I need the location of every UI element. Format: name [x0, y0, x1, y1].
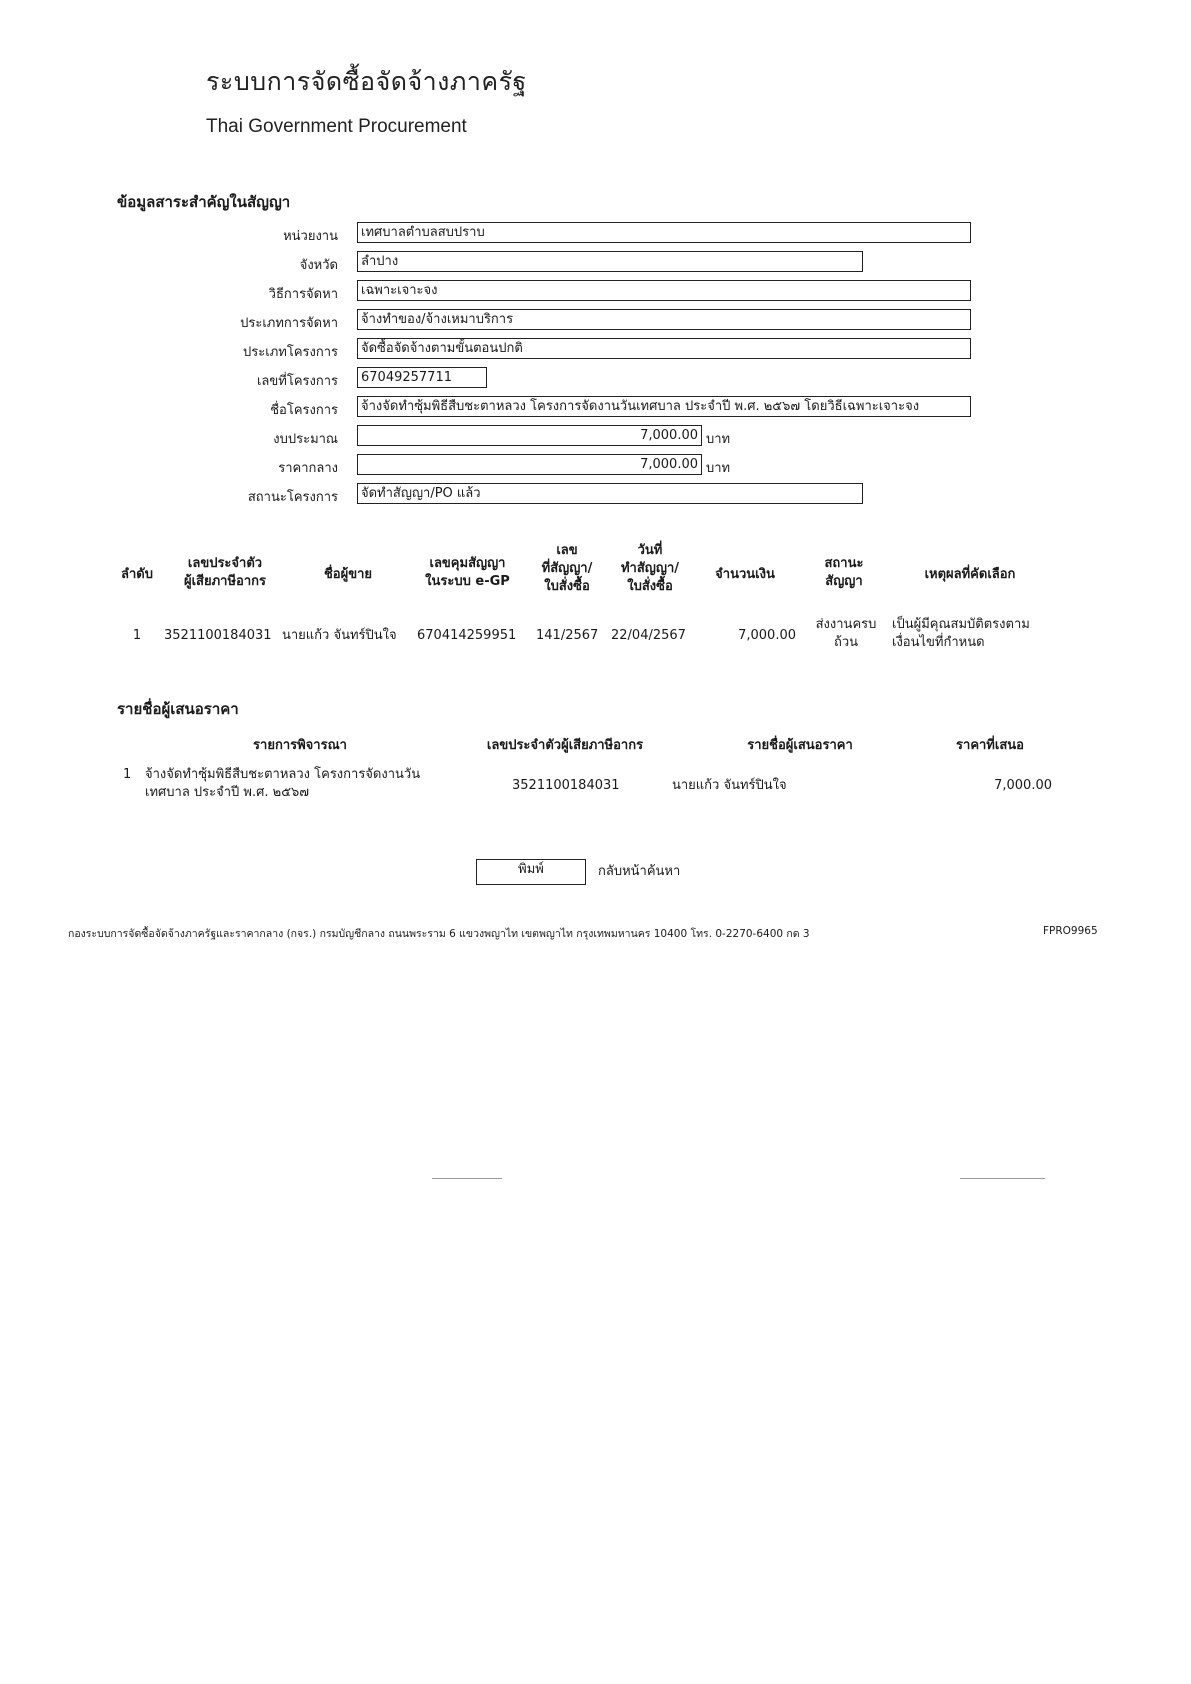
field-label-project-type: ประเภทโครงการ	[243, 345, 338, 360]
col-header-control-no: เลขคุมสัญญา ในระบบ e-GP	[425, 556, 510, 589]
field-value-procurement-method: เฉพาะเจาะจง	[357, 280, 971, 301]
bidders-col-tax-id: เลขประจำตัวผู้เสียภาษีอากร	[486, 738, 644, 753]
col-header-order: ลำดับ	[121, 567, 153, 582]
system-title-thai: ระบบการจัดซื้อจัดจ้างภาครัฐ	[206, 67, 527, 96]
bidders-row-order: 1	[123, 767, 132, 782]
col-header-contract-date: วันที่ ทำสัญญา/ ใบสั่งซื้อ	[620, 543, 679, 594]
row-seller: นายแก้ว จันทร์ปินใจ	[282, 628, 397, 643]
bidders-row-tax-id: 3521100184031	[512, 778, 620, 793]
print-button[interactable]: พิมพ์	[476, 859, 586, 885]
field-label-project-status: สถานะโครงการ	[247, 490, 338, 505]
field-label-procurement-type: ประเภทการจัดหา	[240, 316, 338, 331]
field-value-project-name: จ้างจัดทำซุ้มพิธีสืบชะตาหลวง โครงการจัดงานวันเทศบาล ประจำปี พ.ศ. ๒๕๖๗ โดยวิธีเฉพาะเจาะจง	[357, 396, 971, 417]
field-value-reference-price: 7,000.00	[357, 454, 702, 475]
field-value-budget: 7,000.00	[357, 425, 702, 446]
field-label-project-name: ชื่อโครงการ	[270, 403, 338, 418]
field-value-province: ลำปาง	[357, 251, 863, 272]
field-value-project-type: จัดซื้อจัดจ้างตามขั้นตอนปกติ	[357, 338, 971, 359]
col-header-reason: เหตุผลที่คัดเลือก	[924, 567, 1016, 582]
field-label-budget: งบประมาณ	[273, 432, 338, 447]
system-title-english: Thai Government Procurement	[206, 116, 467, 137]
field-value-procurement-type: จ้างทำของ/จ้างเหมาบริการ	[357, 309, 971, 330]
bidders-row-item: จ้างจัดทำซุ้มพิธีสืบชะตาหลวง โครงการจัดงานวัน เทศบาล ประจำปี พ.ศ. ๒๕๖๗	[145, 767, 421, 800]
field-label-procurement-method: วิธีการจัดหา	[268, 287, 338, 302]
bidders-row-price: 7,000.00	[994, 778, 1052, 793]
col-header-tax-id: เลขประจำตัว ผู้เสียภาษีอากร	[183, 556, 266, 589]
row-order: 1	[132, 628, 142, 643]
field-value-project-status: จัดทำสัญญา/PO แล้ว	[357, 483, 863, 504]
footer-code: FPRO9965	[1043, 925, 1098, 937]
bidders-col-item: รายการพิจารณา	[253, 738, 347, 753]
row-status: ส่งงานครบ ถ้วน	[815, 617, 877, 650]
budget-unit: บาท	[706, 432, 731, 447]
back-to-search-link[interactable]: กลับหน้าค้นหา	[598, 864, 681, 879]
field-label-project-number: เลขที่โครงการ	[256, 374, 338, 389]
col-header-status: สถานะ สัญญา	[824, 556, 864, 589]
row-control-no: 670414259951	[417, 628, 517, 643]
field-label-province: จังหวัด	[299, 258, 338, 273]
bidders-col-name: รายชื่อผู้เสนอราคา	[747, 738, 853, 753]
row-reason: เป็นผู้มีคุณสมบัติตรงตาม เงื่อนไขที่กำหนด	[892, 617, 1030, 650]
bidders-col-price: ราคาที่เสนอ	[956, 738, 1024, 753]
scan-mark	[960, 1178, 1045, 1179]
field-label-reference-price: ราคากลาง	[278, 461, 338, 476]
col-header-seller: ชื่อผู้ขาย	[323, 567, 373, 582]
row-contract-date: 22/04/2567	[611, 628, 686, 643]
row-contract-no: 141/2567	[536, 628, 599, 643]
row-amount: 7,000.00	[738, 628, 796, 643]
scan-mark	[432, 1178, 502, 1179]
col-header-amount: จำนวนเงิน	[715, 567, 775, 582]
field-value-agency: เทศบาลตำบลสบปราบ	[357, 222, 971, 243]
field-value-project-number: 67049257711	[357, 367, 487, 388]
bidders-row-name: นายแก้ว จันทร์ปินใจ	[672, 778, 787, 793]
col-header-contract-no: เลข ที่สัญญา/ ใบสั่งซื้อ	[541, 543, 593, 594]
bidders-title: รายชื่อผู้เสนอราคา	[117, 700, 239, 718]
contract-info-title: ข้อมูลสาระสำคัญในสัญญา	[117, 193, 291, 211]
footer-address: กองระบบการจัดซื้อจัดจ้างภาครัฐและราคากลาง (กจร.) กรมบัญชีกลาง ถนนพระราม 6 แขวงพญาไท เขตพญาไท กรุงเทพมหานคร 10400 โทร. 0-2270-6400 กด 3	[68, 928, 810, 940]
row-tax-id: 3521100184031	[164, 628, 272, 643]
field-label-agency: หน่วยงาน	[283, 229, 338, 244]
reference-price-unit: บาท	[706, 461, 731, 476]
